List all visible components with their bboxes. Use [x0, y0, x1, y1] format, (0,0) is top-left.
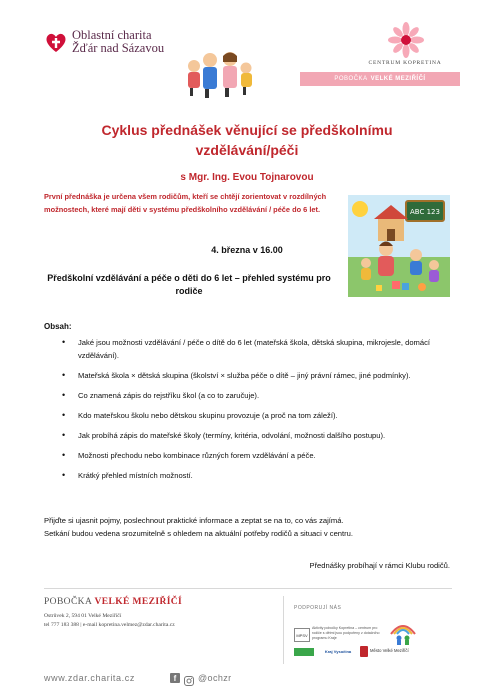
speaker: s Mgr. Ing. Evou Tojnarovou	[180, 172, 314, 183]
org-name-line2: Žďár nad Sázavou	[72, 41, 165, 55]
list-item: • Jaké jsou možnosti vzdělávání / péče o dítě do 6 let (mateřská škola, dětská skupina, mikrojesle, domácí vzdělávání).	[44, 336, 454, 362]
footer-address: Ostrůvek 2, 594 01 Velké Meziříčí	[44, 613, 122, 619]
footer-branch	[44, 597, 182, 607]
page-title: Cyklus přednášek věnující se předškolnímu vzdělávání/péči	[101, 122, 393, 158]
closing-line-1: Přijďte si ujasnit pojmy, poslechnout praktické informace a zeptat se na to, co vás zajímá.	[44, 516, 344, 525]
footer-divider	[44, 588, 452, 589]
mpsv-logo-text: MPSV	[296, 632, 308, 638]
footer-contact: tel 777 183 388 | e-mail kopretina.velmez@zdar.charita.cz	[44, 622, 175, 628]
mpsv-logo	[294, 628, 310, 642]
charity-logo-icon	[44, 30, 68, 54]
sponsor-green-logo	[294, 648, 314, 656]
closing-line-2: Setkání budou vedena srozumitelně s ohledem na aktuální potřeby rodičů a situaci v centru.	[44, 529, 353, 538]
social-handle[interactable]: @ochzr	[198, 673, 232, 683]
footer-branch-name: VELKÉ MEZIŘÍČÍ	[94, 597, 183, 607]
list-item: • Jak probíhá zápis do mateřské školy (termíny, kritéria, odvolání, možnosti dalšího postupu).	[44, 429, 454, 442]
city-crest-icon	[360, 646, 368, 657]
branch-name: VELKÉ MEZIŘÍČÍ	[370, 76, 426, 82]
org-name	[72, 29, 164, 55]
content-heading: Obsah:	[44, 322, 72, 331]
list-item: • Kdo mateřskou školu nebo dětskou skupinu provozuje (a proč na tom záleží).	[44, 409, 454, 422]
partner-name: CENTRUM KOPRETINA	[368, 60, 442, 66]
list-item: • Krátký přehled místních možností.	[44, 469, 454, 482]
footer-branch-prefix: POBOČKA	[44, 597, 92, 607]
kraj-vysocina-logo: Kraj Vysočina	[324, 649, 352, 654]
instagram-icon[interactable]	[184, 673, 194, 683]
list-item: • Možnosti přechodu nebo kombinace různých forem vzdělávání a péče.	[44, 449, 454, 462]
closing-text	[44, 514, 464, 540]
support-note: Aktivity pobočky Kopretina – centrum pro rodiče s dětmi jsou podpořeny z dotačního programu Kraje	[312, 626, 380, 640]
intro-text: První přednáška je určena všem rodičům, kteří se chtějí zorientovat v rozdílných možnostech, které mají děti v systému předškolního vzdělávání / péče do 6 let.	[44, 192, 327, 214]
family-support-logo	[388, 616, 418, 646]
footer-address-block	[44, 612, 274, 630]
event-date: 4. března v 16.00	[211, 245, 283, 255]
chalkboard-text: ABC 123	[410, 208, 440, 216]
website-link[interactable]: www.zdar.charita.cz	[44, 673, 135, 683]
content-list	[44, 336, 454, 489]
lecture-subtitle: Předškolní vzdělávání a péče o děti do 6 let – přehled systému pro rodiče	[47, 273, 331, 296]
family-illustration	[180, 52, 260, 98]
branch-banner	[300, 72, 460, 86]
city-name: Město Velké Meziříčí	[370, 648, 409, 653]
support-label: PODPORUJÍ NÁS	[294, 605, 342, 611]
club-note: Přednášky probíhají v rámci Klubu rodičů.	[309, 561, 450, 570]
footer-separator	[283, 596, 284, 664]
branch-prefix: POBOČKA	[334, 76, 368, 82]
org-name-line1: Oblastní charita	[72, 28, 152, 42]
list-item: • Co znamená zápis do rejstříku škol (a co to zaručuje).	[44, 389, 454, 402]
kopretina-flower-icon	[388, 22, 424, 58]
facebook-icon[interactable]: f	[170, 673, 180, 683]
list-item: • Mateřská škola × dětská skupina (školství × služba péče o dítě – jiný právní rámec, jiné podmínky).	[44, 369, 454, 382]
